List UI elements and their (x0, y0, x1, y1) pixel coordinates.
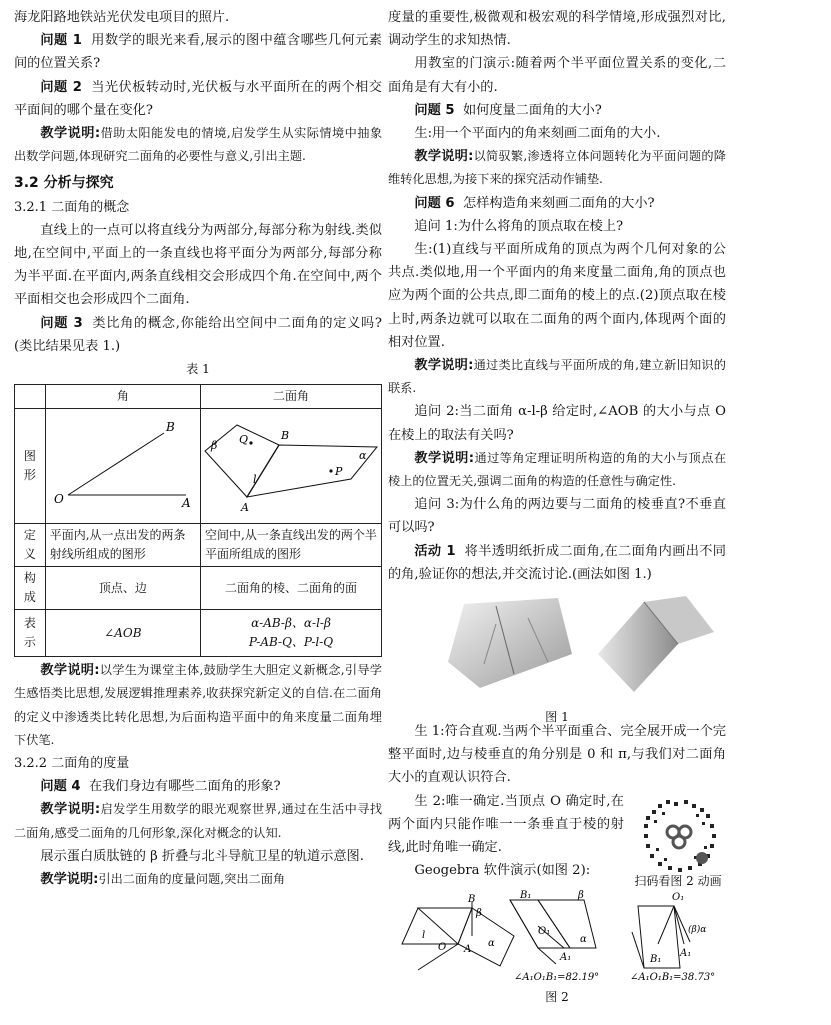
fig2-label-beta-alpha: (β)α (688, 925, 707, 935)
row-label-figure: 图形 (15, 409, 46, 524)
row-label-composition: 构成 (15, 567, 46, 610)
geogebra-text: Geogebra 软件演示(如图 2): (414, 863, 591, 879)
table-caption: 表 1 (186, 362, 210, 377)
fig2-label-O: O (438, 942, 447, 953)
table-header-row (15, 385, 382, 409)
fig2-label-beta: β (476, 908, 482, 919)
left-column (14, 6, 382, 891)
dihedral-label-A: A (241, 501, 249, 515)
question-4: 问题 4 在我们身边有哪些二面角的形象? (40, 779, 281, 795)
row-label-definition: 定义 (15, 524, 46, 567)
fig2-label-beta-2: β (578, 890, 584, 901)
dihedral-diagram (201, 409, 381, 517)
header-dihedral: 二面角 (201, 385, 382, 409)
table-row-definition (15, 524, 382, 567)
angle-label-O: O (53, 492, 64, 507)
angle-label-B: B (165, 420, 175, 435)
student-answer-5: 生:用一个平面内的角来刻画二面角的大小. (414, 126, 661, 142)
fig2-label-O1: O₁ (538, 926, 551, 937)
composition-angle: 顶点、边 (45, 567, 200, 610)
teaching-note-3: 教学说明:启发学生用数学的眼光观察世界,通过在生活中寻找二面角,感受二面角的几何形象,深化对概念的认知. (14, 802, 383, 840)
fig2-measure-1: ∠A₁O₁B₁=82.19° (514, 972, 600, 983)
student-2-text: 生 2:唯一确定.当顶点 O 确定时,在两个面内只能作唯一一条垂直于棱的射线,此时角唯一确定. (388, 793, 624, 856)
comparison-table (14, 384, 382, 657)
table-row-composition (15, 567, 382, 610)
figure-2-caption: 图 2 (545, 990, 569, 1004)
definition-angle: 平面内,从一点出发的两条射线所组成的图形 (45, 524, 200, 567)
figure-2-geogebra (388, 886, 726, 986)
follow-up-2: 追问 2:当二面角 α-l-β 给定时,∠AOB 的大小与点 O 在棱上的取法有关吗? (388, 404, 726, 443)
right-overlay (388, 0, 726, 1025)
figure-1-caption: 图 1 (545, 710, 569, 725)
dihedral-label-beta: β (211, 439, 218, 453)
question-3: 问题 3 类比角的概念,你能给出空间中二面角的定义吗?(类比结果见表 1.) (14, 315, 382, 354)
fig2-label-A1: A₁ (560, 952, 572, 963)
table-row-representation (15, 610, 382, 657)
continued-note: 度量的重要性,极微观和极宏观的科学情境,形成强烈对比,调动学生的求知热情. (388, 10, 726, 49)
fig2-label-alpha: α (488, 938, 495, 949)
fig2-label-O1-b: O₁ (672, 892, 685, 903)
teaching-note-4: 教学说明:引出二面角的度量问题,突出二面角 (40, 872, 286, 888)
qr-caption: 扫码看图 2 动画 (634, 874, 722, 888)
follow-up-3: 追问 3:为什么角的两边要与二面角的棱垂直?不垂直可以吗? (388, 497, 726, 536)
door-demo-text: 用教室的门演示:随着两个半平面位置关系的变化,二面角是有大有小的. (388, 56, 726, 95)
intro-text: 海龙阳路地铁站光伏发电项目的照片. (14, 10, 230, 25)
dihedral-label-Q: Q (239, 433, 249, 447)
representation-angle: ∠AOB (45, 610, 200, 657)
teaching-note-2: 教学说明:以学生为课堂主体,鼓励学生大胆定义新概念,引导学生感悟类比思想,发展逻辑推理素养,收获探究新定义的自信.在二面角的定义中渗透类比转化思想,为后面构造平面中的角来度量二面角埋下伏笔. (14, 663, 382, 747)
question-1: 问题 1 用数学的眼光来看,展示的图中蕴含哪些几何元素间的位置关系? (14, 33, 382, 72)
angle-diagram (46, 409, 196, 517)
fig2-measure-2: ∠A₁O₁B₁=38.73° (630, 972, 716, 983)
table-row-figure (15, 409, 382, 524)
fig2-label-alpha-2: α (580, 934, 587, 945)
fig2-label-l: l (422, 930, 426, 941)
teaching-note-7: 教学说明:通过等角定理证明所构造的角的大小与顶点在棱上的位置无关,强调二面角的构造的任意性与确定性. (388, 450, 727, 489)
follow-up-1: 追问 1:为什么将角的顶点取在棱上? (414, 218, 624, 234)
paragraph-protein: 展示蛋白质肽链的 β 折叠与北斗导航卫星的轨道示意图. (40, 848, 364, 864)
dihedral-figure-cell (201, 409, 382, 524)
section-heading-3-2: 3.2 分析与探究 (14, 175, 114, 192)
subsection-heading-3-2-2: 3.2.2 二面角的度量 (14, 756, 130, 772)
question-2: 问题 2 当光伏板转动时,光伏板与水平面所在的两个相交平面间的哪个量在变化? (14, 79, 382, 118)
dihedral-label-P: P (335, 465, 343, 479)
subsection-heading-3-2-1: 3.2.1 二面角的概念 (14, 199, 130, 215)
dihedral-label-alpha: α (359, 449, 367, 463)
fig2-label-B: B (468, 894, 476, 905)
fig2-label-A: A (464, 944, 472, 955)
dihedral-label-B: B (281, 429, 290, 443)
angle-label-A: A (181, 496, 191, 511)
teaching-note-1: 教学说明:借助太阳能发电的情境,启发学生从实际情境中抽象出数学问题,体现研究二面角的必要性与意义,引出主题. (14, 126, 383, 164)
row-label-representation: 表示 (15, 610, 46, 657)
fig2-label-A1-b: A₁ (680, 948, 692, 959)
representation-dihedral: α-AB-β、α-l-β P-AB-Q、P-l-Q (201, 610, 382, 657)
question-5: 问题 5 如何度量二面角的大小? (414, 102, 602, 118)
fig2-label-B1-b: B₁ (650, 954, 662, 965)
composition-dihedral: 二面角的棱、二面角的面 (201, 567, 382, 610)
teaching-note-6: 教学说明:通过类比直线与平面所成的角,建立新旧知识的联系. (388, 358, 726, 396)
qr-code-icon[interactable] (640, 796, 720, 876)
dihedral-label-l: l (253, 473, 257, 487)
definition-dihedral: 空间中,从一条直线出发的两个半平面所组成的图形 (201, 524, 382, 567)
student-1-text: 生 1:符合直观.当两个半平面重合、完全展开成一个完整平面时,边与棱垂直的角分别是 0 和 π,与我们对二面角大小的直观认识符合. (388, 724, 726, 786)
angle-figure-cell (45, 409, 200, 524)
header-angle: 角 (45, 385, 200, 409)
fig2-label-B1: B₁ (520, 890, 532, 901)
activity-1: 活动 1 将半透明纸折成二面角,在二面角内画出不同的角,验证你的想法,并交流讨论.(画法如图 1.) (388, 543, 726, 582)
question-6: 问题 6 怎样构造角来刻画二面角的大小? (414, 195, 655, 211)
student-answer-6: 生:(1)直线与平面所成角的顶点为两个几何对象的公共点.类似地,用一个平面内的角来度量二面角,角的顶点也应为两个面的公共点,即二面角的棱上的点.(2)顶点取在棱上时,两条边就可以取在二面角的两个面内,体现两个面的相对位置. (388, 242, 726, 350)
paragraph-concept: 直线上的一点可以将直线分为两部分,每部分称为射线.类似地,在空间中,平面上的一条直线也将平面分为两部分,每部分称为半平面.在平面内,两条直线相交会形成四个角.在空间中,两个平面相交也会形成四个二面角. (14, 222, 382, 308)
teaching-note-5: 教学说明:以简驭繁,渗透将立体问题转化为平面问题的降维转化思想,为接下来的探究活动作铺垫. (388, 149, 726, 187)
